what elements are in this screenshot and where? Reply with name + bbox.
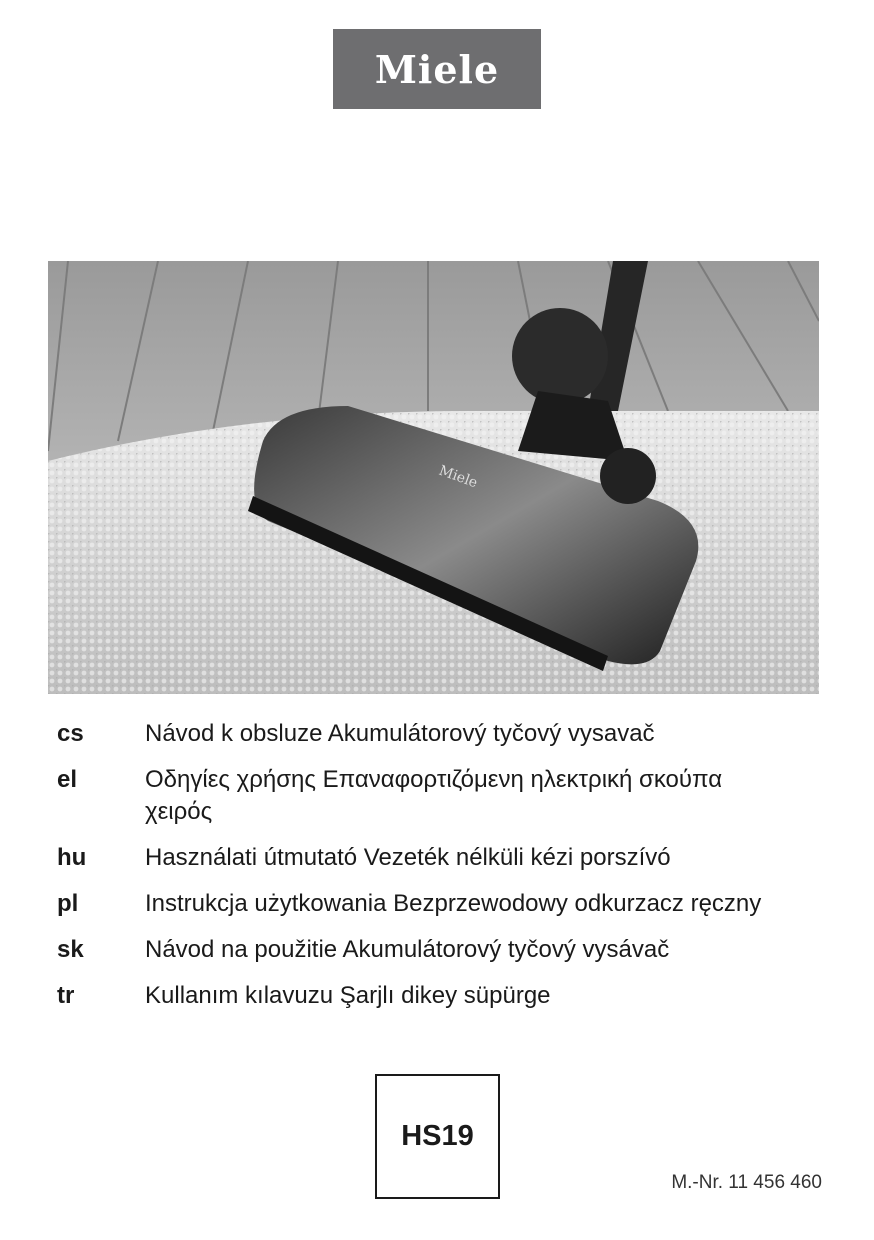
language-title: Návod na použitie Akumulátorový tyčový vysávač [145, 936, 670, 963]
language-row-sk [57, 934, 837, 966]
language-code: sk [57, 936, 84, 963]
language-list [57, 718, 837, 1026]
model-number: HS19 [401, 1120, 474, 1152]
language-title: Návod k obsluze Akumulátorový tyčový vysavač [145, 720, 655, 747]
language-code: cs [57, 720, 84, 747]
language-row-pl [57, 888, 837, 920]
language-row-el [57, 764, 837, 828]
language-code: el [57, 766, 78, 793]
language-code: pl [57, 890, 79, 917]
brand-logo [333, 29, 541, 109]
language-title: Kullanım kılavuzu Şarjlı dikey süpürge [145, 982, 551, 1009]
language-row-cs [57, 718, 837, 750]
material-number: M.-Nr. 11 456 460 [671, 1172, 822, 1193]
floorhead-brand-text: Miele [436, 462, 480, 492]
language-code: hu [57, 844, 87, 871]
language-title: Instrukcja użytkowania Bezprzewodowy odkurzacz ręczny [145, 890, 762, 917]
language-code: tr [57, 982, 75, 1009]
language-title: Használati útmutató Vezeték nélküli kézi porszívó [145, 844, 671, 871]
cover-photo [48, 261, 819, 694]
language-title: Οδηγίες χρήσης Επαναφορτιζόμενη ηλεκτρική σκούπα χειρός [145, 766, 723, 825]
language-row-hu [57, 842, 837, 874]
model-box [375, 1074, 500, 1199]
language-row-tr [57, 980, 837, 1012]
vacuum-floorhead-icon [48, 261, 819, 694]
brand-logo-text: Miele [374, 46, 500, 92]
